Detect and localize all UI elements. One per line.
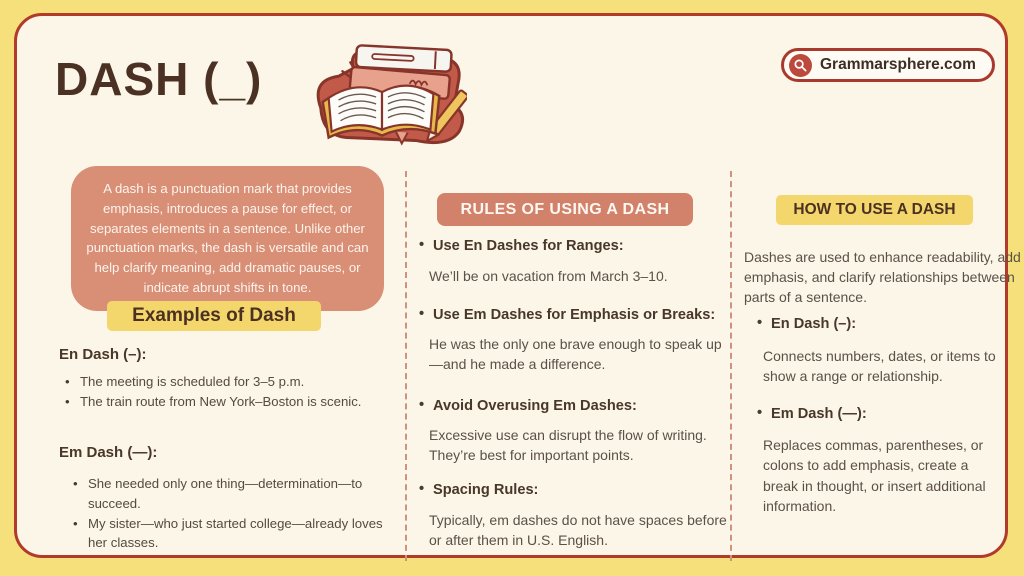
list-item: • My sister—who just started college—already loves her classes. xyxy=(73,514,389,554)
rule-title: • Spacing Rules: xyxy=(419,482,719,498)
list-item: • She needed only one thing—determination—to succeed. xyxy=(73,474,389,514)
rules-heading: RULES OF USING A DASH xyxy=(437,193,693,226)
books-illustration xyxy=(299,38,467,156)
em-dash-example-list xyxy=(73,474,389,553)
column-divider-right xyxy=(730,171,732,561)
rule-body: Excessive use can disrupt the flow of writing. They’re best for important points. xyxy=(429,427,707,464)
en-dash-label: En Dash (–): xyxy=(59,346,147,363)
rule-title: • Avoid Overusing Em Dashes: xyxy=(419,398,719,414)
usage-heading: HOW TO USE A DASH xyxy=(776,195,973,225)
usage-item-title: • En Dash (–): xyxy=(757,316,987,332)
infographic-card xyxy=(14,13,1021,558)
list-item: • The train route from New York–Boston is scenic. xyxy=(65,392,381,412)
em-dash-label: Em Dash (—): xyxy=(59,444,158,461)
column-divider-left xyxy=(405,171,407,561)
en-dash-example-list xyxy=(65,372,381,412)
rule-body: He was the only one brave enough to speak up—and he made a difference. xyxy=(429,336,722,373)
rule-body: We’ll be on vacation from March 3–10. xyxy=(429,268,668,284)
page-title: DASH (_) xyxy=(55,53,263,105)
usage-item-body: Replaces commas, parentheses, or colons to add emphasis, create a break in thought, or insert additional information. xyxy=(763,437,986,514)
rule-body: Typically, em dashes do not have spaces before or after them in U.S. English. xyxy=(429,512,727,549)
list-item: • The meeting is scheduled for 3–5 p.m. xyxy=(65,372,381,392)
usage-item-title: • Em Dash (—): xyxy=(757,406,987,422)
rule-title: • Use En Dashes for Ranges: xyxy=(419,238,719,254)
search-icon xyxy=(789,54,812,77)
site-badge-label: Grammarsphere.com xyxy=(820,56,976,73)
usage-item-body: Connects numbers, dates, or items to show a range or relationship. xyxy=(763,348,996,385)
rule-title: • Use Em Dashes for Emphasis or Breaks: xyxy=(419,307,719,323)
dash-definition-box: A dash is a punctuation mark that provides emphasis, introduces a pause for effect, or separates elements in a sentence. Unlike other punctuation marks, the dash is versatile and can help clarify meaning, add dramatic pauses, or indicate abrupt shifts in tone. xyxy=(71,166,384,311)
usage-intro: Dashes are used to enhance readability, add emphasis, and clarify relationships between parts of a sentence. xyxy=(744,249,1021,305)
examples-heading: Examples of Dash xyxy=(107,301,321,331)
site-badge[interactable] xyxy=(781,48,995,82)
